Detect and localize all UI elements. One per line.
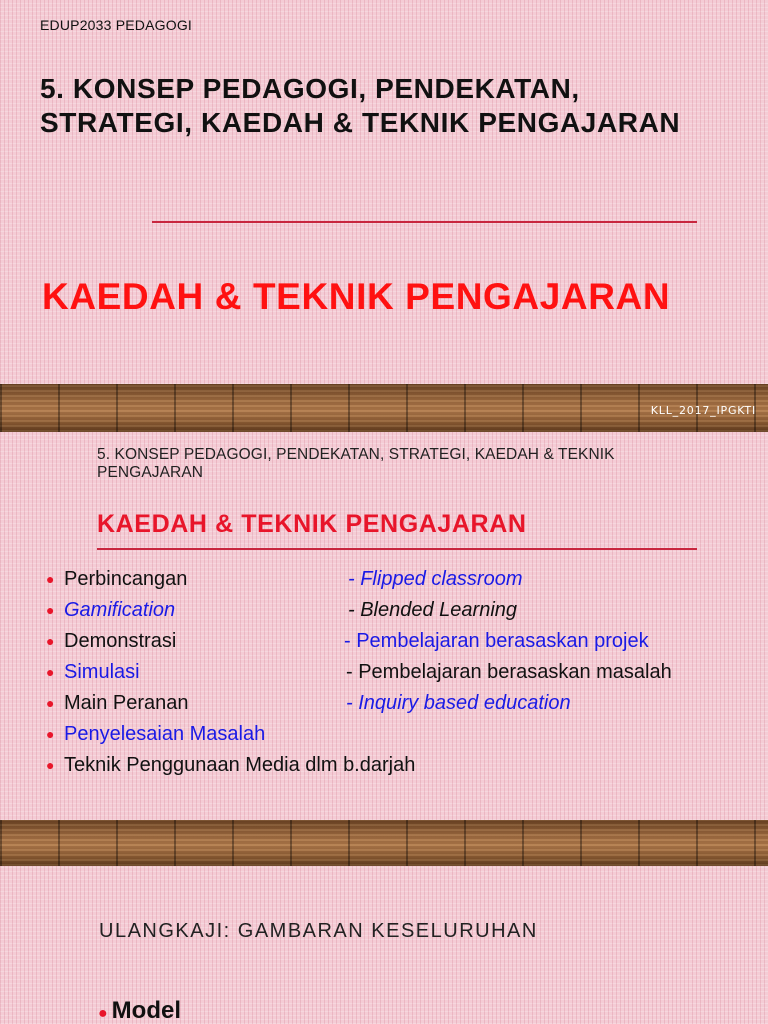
item-label: Model: [111, 997, 181, 1024]
wood-floor-band: [0, 820, 768, 866]
slide-3-title: ULANGKAJI: GAMBARAN KESELURUHAN: [99, 920, 538, 942]
list-item: [46, 688, 756, 719]
slide-2: [0, 432, 768, 820]
footer-tag: KLL_2017_IPGKTI: [650, 404, 756, 417]
bullet-icon: ●: [46, 664, 55, 680]
slide-1: [0, 0, 768, 384]
item-right: - Inquiry based education: [346, 692, 571, 714]
bullet-icon: ●: [46, 571, 55, 587]
bullet-icon: ●: [46, 726, 55, 742]
list-item: [46, 750, 756, 781]
slide-2-title: 5. KONSEP PEDAGOGI, PENDEKATAN, STRATEGI, KAEDAH & TEKNIK PENGAJARAN: [97, 446, 615, 481]
divider-line: [97, 548, 697, 550]
slide-1-subtitle: KAEDAH & TEKNIK PENGAJARAN: [42, 276, 671, 317]
list-item: [46, 719, 756, 750]
list-item: [46, 657, 756, 688]
item-left: Perbincangan: [64, 568, 188, 590]
item-left: Penyelesaian Masalah: [64, 723, 266, 745]
divider-line: [152, 221, 697, 223]
item-right: - Pembelajaran berasaskan projek: [344, 630, 649, 652]
item-left: Gamification: [64, 599, 176, 621]
methods-list: [46, 564, 756, 781]
item-left: Main Peranan: [64, 692, 189, 714]
list-item: [46, 595, 756, 626]
list-item: [46, 564, 756, 595]
item-left: Teknik Penggunaan Media dlm b.darjah: [64, 754, 416, 776]
bullet-icon: ●: [46, 602, 55, 618]
list-item: [98, 997, 181, 1024]
list-item: [46, 626, 756, 657]
slide-2-subtitle: KAEDAH & TEKNIK PENGAJARAN: [97, 510, 527, 538]
bullet-icon: ●: [98, 1005, 108, 1022]
item-right: - Pembelajaran berasaskan masalah: [346, 661, 672, 683]
item-left: Simulasi: [64, 661, 140, 683]
slide-1-title: 5. KONSEP PEDAGOGI, PENDEKATAN, STRATEGI, KAEDAH & TEKNIK PENGAJARAN: [40, 73, 681, 138]
item-left: Demonstrasi: [64, 630, 177, 652]
bullet-icon: ●: [46, 757, 55, 773]
bullet-icon: ●: [46, 633, 55, 649]
course-code: EDUP2033 PEDAGOGI: [40, 17, 193, 33]
bullet-icon: ●: [46, 695, 55, 711]
item-right: - Flipped classroom: [348, 568, 523, 590]
item-right: - Blended Learning: [348, 599, 518, 621]
slide-3: [0, 866, 768, 1024]
